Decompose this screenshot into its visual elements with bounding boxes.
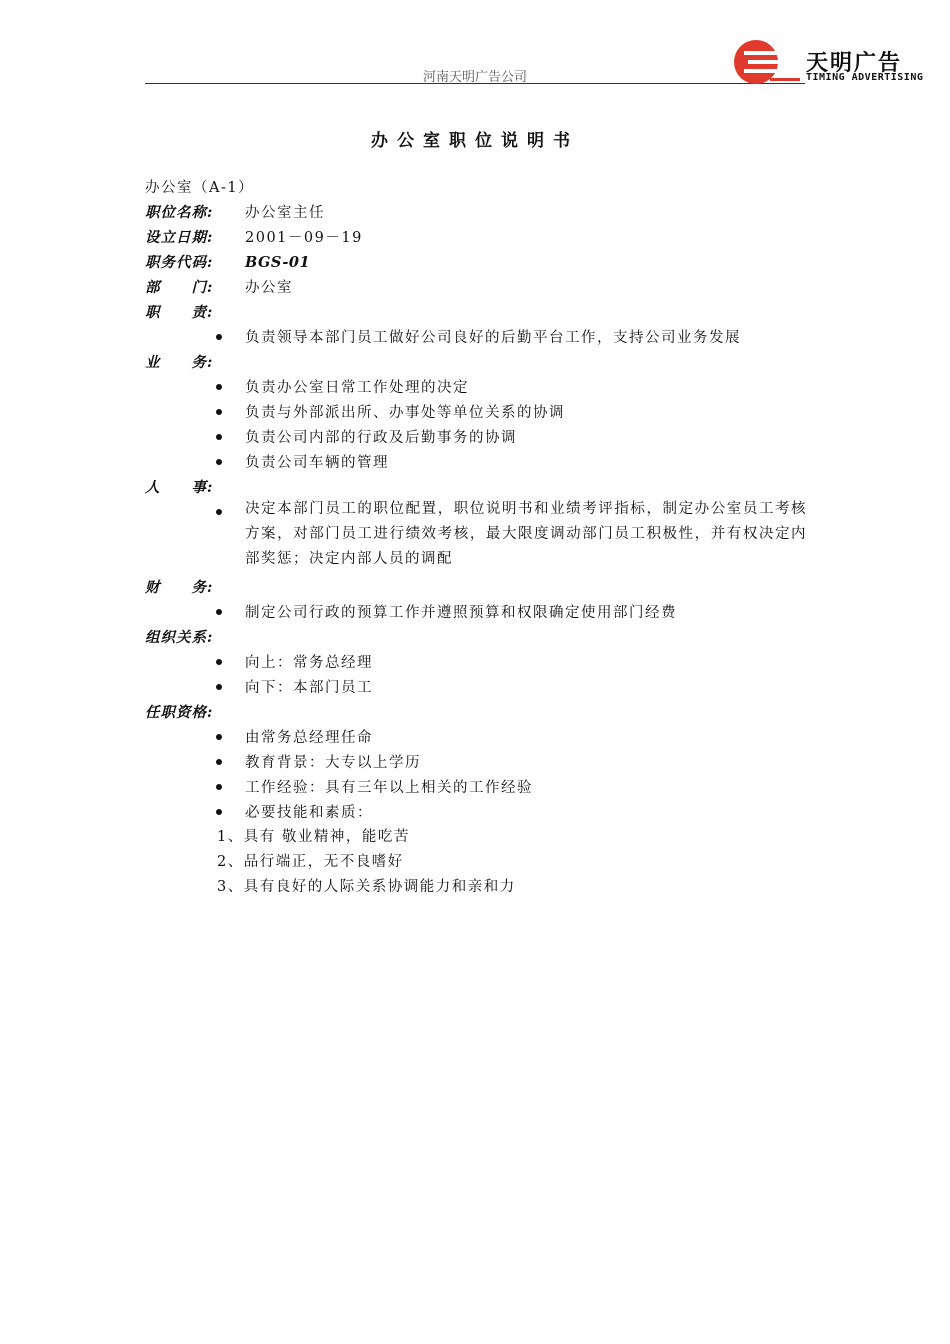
field-value: BGS-01 (245, 254, 311, 271)
numbered-item: 2、品行端正，无不良嗜好 (217, 854, 404, 870)
list-item-text: 制定公司行政的预算工作并遵照预算和权限确定使用部门经费 (245, 605, 677, 621)
list-item-text: 工作经验：具有三年以上相关的工作经验 (245, 780, 533, 796)
bullet-icon (216, 734, 222, 740)
field-label: 职务代码: (145, 254, 214, 271)
logo-mark-icon (730, 38, 800, 86)
header-company-name: 河南天明广告公司 (422, 70, 527, 85)
list-item-text: 负责办公室日常工作处理的决定 (245, 380, 469, 396)
bullet-icon (216, 384, 222, 390)
list-item-text: 必要技能和素质： (245, 805, 373, 821)
section-label: 职 责: (145, 304, 214, 321)
list-item-text: 由常务总经理任命 (245, 730, 373, 746)
field-establish-date (145, 226, 363, 247)
document-title: 办公室职位说明书 (371, 131, 579, 151)
section-code: 办公室（A-1） (145, 180, 255, 196)
section-business-heading (145, 351, 245, 372)
section-organization-heading (145, 626, 245, 647)
section-responsibility-heading (145, 301, 245, 322)
list-item-text: 教育背景：大专以上学历 (245, 755, 421, 771)
bullet-icon (216, 459, 222, 465)
logo-english-name: TIMING ADVERTISING (806, 72, 924, 83)
list-item-text: 负责与外部派出所、办事处等单位关系的协调 (245, 405, 565, 421)
field-label: 职位名称: (145, 204, 214, 221)
field-label: 设立日期: (145, 229, 214, 246)
bullet-icon (216, 509, 222, 515)
field-value: 办公室主任 (245, 205, 325, 221)
list-item-text: 向上：常务总经理 (245, 655, 373, 671)
list-item-text: 向下：本部门员工 (245, 680, 373, 696)
section-label: 人 事: (145, 479, 214, 496)
bullet-icon (216, 609, 222, 615)
section-label: 财 务: (145, 579, 214, 596)
list-item-text: 负责公司内部的行政及后勤事务的协调 (245, 430, 517, 446)
field-department (145, 276, 293, 297)
bullet-icon (216, 659, 222, 665)
list-item-text: 决定本部门员工的职位配置，职位说明书和业绩考评指标，制定办公室员工考核方案，对部门员工进行绩效考核，最大限度调动部门员工积极性，并有权决定内部奖惩；决定内部人员的调配 (245, 501, 807, 567)
bullet-icon (216, 409, 222, 415)
field-position-name (145, 201, 325, 222)
bullet-icon (216, 759, 222, 765)
bullet-icon (216, 784, 222, 790)
section-label: 组织关系: (145, 629, 214, 646)
header-divider (145, 83, 805, 84)
section-label: 业 务: (145, 354, 214, 371)
section-qualification-heading (145, 701, 245, 722)
field-job-code (145, 251, 310, 272)
field-value: 2001－09－19 (245, 230, 363, 246)
numbered-item: 1、具有 敬业精神，能吃苦 (217, 829, 410, 845)
company-logo (730, 38, 930, 90)
section-label: 任职资格: (145, 704, 214, 721)
section-personnel-heading (145, 476, 245, 497)
list-item-text: 负责公司车辆的管理 (245, 455, 389, 471)
bullet-icon (216, 434, 222, 440)
list-item-text: 负责领导本部门员工做好公司良好的后勤平台工作，支持公司业务发展 (245, 330, 741, 346)
logo-chinese-name: 天明广告 (806, 51, 903, 76)
bullet-icon (216, 809, 222, 815)
field-value: 办公室 (245, 280, 293, 296)
numbered-item: 3、具有良好的人际关系协调能力和亲和力 (217, 879, 516, 895)
field-label: 部 门: (145, 279, 214, 296)
bullet-icon (216, 334, 222, 340)
bullet-icon (216, 684, 222, 690)
section-finance-heading (145, 576, 245, 597)
